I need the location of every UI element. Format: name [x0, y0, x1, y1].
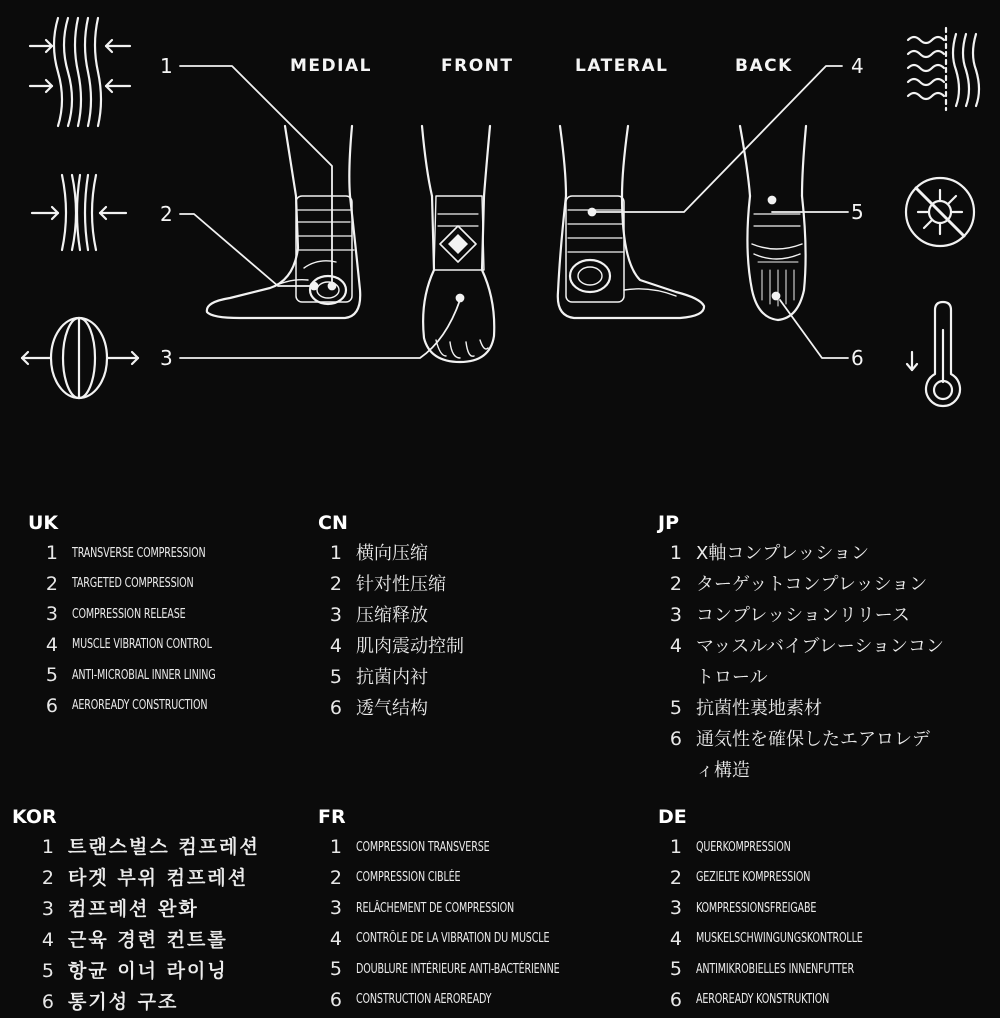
- item-number: 2: [329, 573, 342, 595]
- item-number: 6: [41, 991, 54, 1013]
- list-item: [326, 631, 464, 662]
- item-text: 抗菌性裏地素材: [696, 698, 822, 719]
- item-text: RELÂCHEMENT DE COMPRESSION: [356, 900, 515, 916]
- list-item: [326, 569, 464, 600]
- list-item: [666, 863, 899, 894]
- item-text: 横向压缩: [356, 543, 428, 564]
- transverse-compression-icon: [30, 18, 130, 126]
- legend-kor: [12, 806, 260, 1018]
- list-item: [42, 538, 247, 569]
- item-number: 2: [669, 573, 682, 595]
- item-text: ターゲットコンプレッション: [696, 574, 928, 595]
- item-number: 4: [41, 929, 54, 951]
- item-text: GEZIELTE KOMPRESSION: [696, 870, 811, 886]
- cooling-thermometer-icon: [907, 302, 960, 406]
- item-text: KOMPRESSIONSFREIGABE: [696, 900, 817, 916]
- item-text: COMPRESSION TRANSVERSE: [356, 839, 490, 855]
- lang-code-de: DE: [658, 806, 687, 828]
- item-text: MUSKELSCHWINGUNGSKONTROLLE: [696, 931, 863, 947]
- item-text: ANTIMIKROBIELLES INNENFUTTER: [696, 961, 854, 977]
- list-item: [666, 985, 899, 1016]
- callout-4: 4: [851, 54, 864, 78]
- item-number: 3: [669, 897, 682, 920]
- list-item: [38, 863, 260, 894]
- callout-3: 3: [160, 346, 173, 370]
- legend-fr: [318, 806, 604, 1015]
- item-number: 3: [45, 603, 58, 626]
- item-number: 5: [669, 697, 682, 719]
- item-text: 트랜스벌스 컴프레션: [68, 836, 260, 858]
- item-text: QUERKOMPRESSION: [696, 839, 791, 855]
- list-item: [42, 569, 247, 600]
- item-number: 5: [45, 664, 58, 687]
- item-text: DOUBLURE INTÉRIEURE ANTI-BACTÉRIENNE: [356, 961, 560, 977]
- compression-release-icon: [22, 318, 138, 398]
- list-item: [38, 987, 260, 1018]
- item-number: 3: [329, 604, 342, 626]
- list-item: [666, 724, 966, 786]
- medial-view-foot: [207, 126, 360, 318]
- list-item: [666, 600, 966, 631]
- item-number: 3: [41, 898, 54, 920]
- list-item: [666, 832, 899, 863]
- front-view-foot: [422, 126, 494, 362]
- anti-microbial-icon: [906, 178, 974, 246]
- list-item: [326, 832, 604, 863]
- list-item: [666, 954, 899, 985]
- item-text: 针对性压缩: [356, 574, 446, 595]
- item-text: 근육 경련 컨트롤: [68, 929, 228, 951]
- item-number: 6: [329, 988, 342, 1011]
- item-number: 1: [669, 542, 682, 564]
- legend-uk: [28, 512, 247, 721]
- item-text: CONSTRUCTION AEROREADY: [356, 992, 492, 1008]
- item-number: 5: [669, 958, 682, 981]
- item-text: AERO​READY CONSTRUCTION: [72, 698, 208, 714]
- item-number: 5: [329, 958, 342, 981]
- list-item: [38, 925, 260, 956]
- list-item: [326, 985, 604, 1016]
- list-item: [326, 924, 604, 955]
- legend-jp: [658, 512, 966, 786]
- item-text: 통기성 구조: [68, 991, 179, 1013]
- item-text: コンプレッションリリース: [696, 605, 910, 626]
- item-number: 4: [669, 927, 682, 950]
- item-text: ANTI-MICROBIAL INNER LINING: [72, 667, 216, 683]
- item-text: 타겟 부위 컴프레션: [68, 867, 249, 889]
- item-number: 4: [45, 633, 58, 656]
- item-text: 항균 이너 라이닝: [68, 960, 228, 982]
- lang-code-cn: CN: [318, 512, 348, 534]
- item-text: AEROREADY KONSTRUKTION: [696, 992, 830, 1008]
- item-number: 4: [329, 635, 342, 657]
- item-text: TARGETED COMPRESSION: [72, 576, 194, 592]
- item-text: 抗菌内衬: [356, 667, 428, 688]
- list-item: [666, 924, 899, 955]
- list-item: [42, 691, 247, 722]
- item-number: 1: [329, 836, 342, 859]
- item-number: 3: [669, 604, 682, 626]
- list-item: [666, 693, 966, 724]
- item-text: COMPRESSION CIBLÉE: [356, 870, 461, 886]
- lateral-view-foot: [558, 126, 704, 318]
- view-label-back: BACK: [735, 56, 793, 76]
- item-number: 6: [329, 697, 342, 719]
- callout-6: 6: [851, 346, 864, 370]
- item-text: 肌肉震动控制: [356, 636, 464, 657]
- legend-de: [658, 806, 899, 1015]
- list-item: [326, 693, 464, 724]
- item-number: 2: [45, 572, 58, 595]
- item-number: 6: [669, 728, 682, 750]
- callout-2: 2: [160, 202, 173, 226]
- list-item: [42, 599, 247, 630]
- list-item: [326, 662, 464, 693]
- item-number: 1: [669, 836, 682, 859]
- item-number: 1: [41, 836, 54, 858]
- item-number: 6: [45, 694, 58, 717]
- list-item: [38, 956, 260, 987]
- item-text: TRANSVERSE COMPRESSION: [72, 545, 206, 561]
- lang-code-jp: JP: [658, 512, 679, 534]
- muscle-vibration-icon: [908, 28, 979, 110]
- targeted-compression-icon: [32, 175, 126, 250]
- list-item: [326, 893, 604, 924]
- item-number: 2: [41, 867, 54, 889]
- lang-code-uk: UK: [28, 512, 59, 534]
- lang-code-fr: FR: [318, 806, 346, 828]
- item-text: 透气结构: [356, 698, 428, 719]
- item-number: 3: [329, 897, 342, 920]
- list-item: [666, 538, 966, 569]
- item-text: MUSCLE VIBRATION CONTROL: [72, 637, 212, 653]
- list-item: [326, 600, 464, 631]
- list-item: [666, 569, 966, 600]
- list-item: [326, 954, 604, 985]
- item-text: 压缩释放: [356, 605, 428, 626]
- view-label-medial: MEDIAL: [290, 56, 372, 76]
- item-text: CONTRÔLE DE LA VIBRATION DU MUSCLE: [356, 931, 550, 947]
- list-item: [38, 894, 260, 925]
- item-number: 4: [669, 635, 682, 657]
- callout-1: 1: [160, 54, 173, 78]
- view-label-front: FRONT: [441, 56, 514, 76]
- item-number: 1: [45, 542, 58, 565]
- list-item: [326, 863, 604, 894]
- list-item: [42, 660, 247, 691]
- item-text: 通気性を確保したエアロレディ構造: [696, 729, 930, 781]
- list-item: [666, 893, 899, 924]
- list-item: [666, 631, 966, 693]
- item-text: X軸コンプレッション: [696, 543, 870, 564]
- list-item: [38, 832, 260, 863]
- item-number: 1: [329, 542, 342, 564]
- view-label-lateral: LATERAL: [575, 56, 669, 76]
- lang-code-kor: KOR: [12, 806, 57, 828]
- item-number: 4: [329, 927, 342, 950]
- callout-5: 5: [851, 200, 864, 224]
- item-text: マッスルバイブレーションコントロール: [696, 636, 945, 688]
- list-item: [42, 630, 247, 661]
- item-text: 컴프레션 완화: [68, 898, 199, 920]
- legend-cn: [318, 512, 464, 724]
- back-view-foot: [740, 126, 806, 320]
- item-number: 6: [669, 988, 682, 1011]
- item-text: COMPRESSION RELEASE: [72, 606, 186, 622]
- item-number: 2: [329, 866, 342, 889]
- item-number: 2: [669, 866, 682, 889]
- list-item: [326, 538, 464, 569]
- item-number: 5: [329, 666, 342, 688]
- item-number: 5: [41, 960, 54, 982]
